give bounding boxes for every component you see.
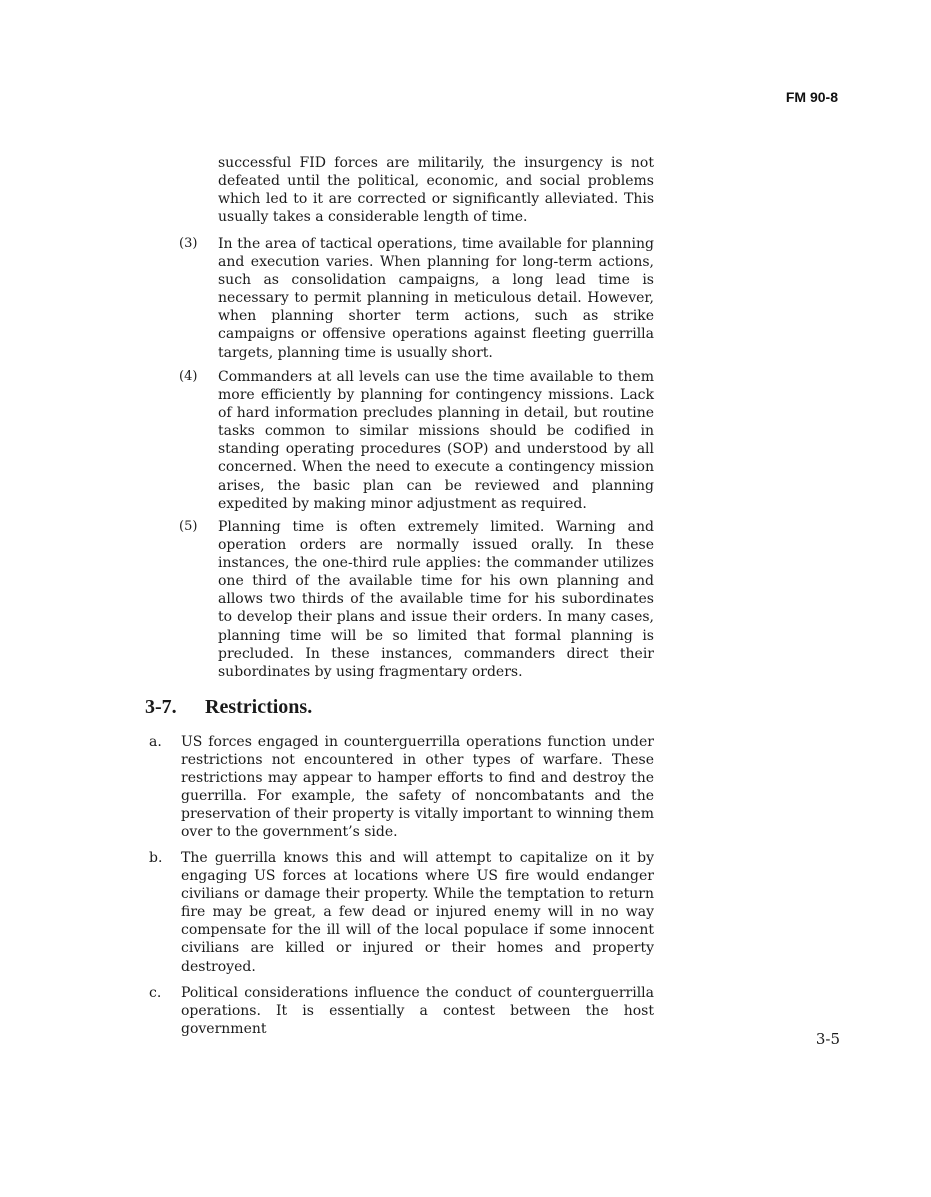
section-title: Restrictions. <box>205 696 313 718</box>
page-number: 3-5 <box>815 1030 840 1048</box>
item-text-5: Planning time is often extremely limited. Warning and operation orders are normally issued orally. In these instances, the one-third rule applies: the commander utilizes one third of the available time for his own planning and allows two thirds of the available time for his subordinates to develop their plans and issue their orders. In many cases, planning time will be so limited that formal planning is precluded. In these instances, commanders direct their subordinates by using fragmentary orders. <box>218 519 654 680</box>
paragraph-b: The guerrilla knows this and will attempt to capitalize on it by engaging US forces at locations where US fire would endanger civilians or damage their property. While the temptation to return fire may be great, a few dead or injured enemy will in no way compensate for the ill will of the local populace if some innocent civilians are killed or injured or their homes and property destroyed. <box>181 850 654 975</box>
paragraph-c: Political considerations influence the conduct of counterguerrilla operations. It is essentially a contest between the host government <box>181 985 654 1038</box>
paragraph-letter-c: c. <box>149 985 162 1001</box>
paragraph-letter-b: b. <box>149 850 163 866</box>
continued-paragraph: successful FID forces are militarily, the insurgency is not defeated until the political, economic, and social problems which led to it are corrected or significantly alleviated. This usually takes a considerable length of time. <box>218 155 654 226</box>
item-number-3: (3) <box>179 236 198 251</box>
document-id-header: FM 90-8 <box>785 89 838 105</box>
item-number-5: (5) <box>179 519 198 534</box>
paragraph-letter-a: a. <box>149 734 162 750</box>
item-text-3: In the area of tactical operations, time available for planning and execution varies. When planning for long-term actions, such as consolidation campaigns, a long lead time is necessary to permit planning in meticulous detail. However, when planning shorter term actions, such as strike campaigns or offensive operations against fleeting guerrilla targets, planning time is usually short. <box>218 236 654 361</box>
item-number-4: (4) <box>179 369 198 384</box>
item-text-4: Commanders at all levels can use the time available to them more efficiently by planning for contingency missions. Lack of hard information precludes planning in detail, but routine tasks common to similar missions should be codified in standing operating procedures (SOP) and understood by all concerned. When the need to execute a contingency mission arises, the basic plan can be reviewed and planning expedited by making minor adjustment as required. <box>218 369 654 512</box>
section-number: 3-7. <box>145 696 177 718</box>
paragraph-a: US forces engaged in counterguerrilla operations function under restrictions not encountered in other types of warfare. These restrictions may appear to hamper efforts to find and destroy the guerrilla. For example, the safety of noncombatants and the preservation of their property is vitally important to winning them over to the government’s side. <box>181 734 654 841</box>
